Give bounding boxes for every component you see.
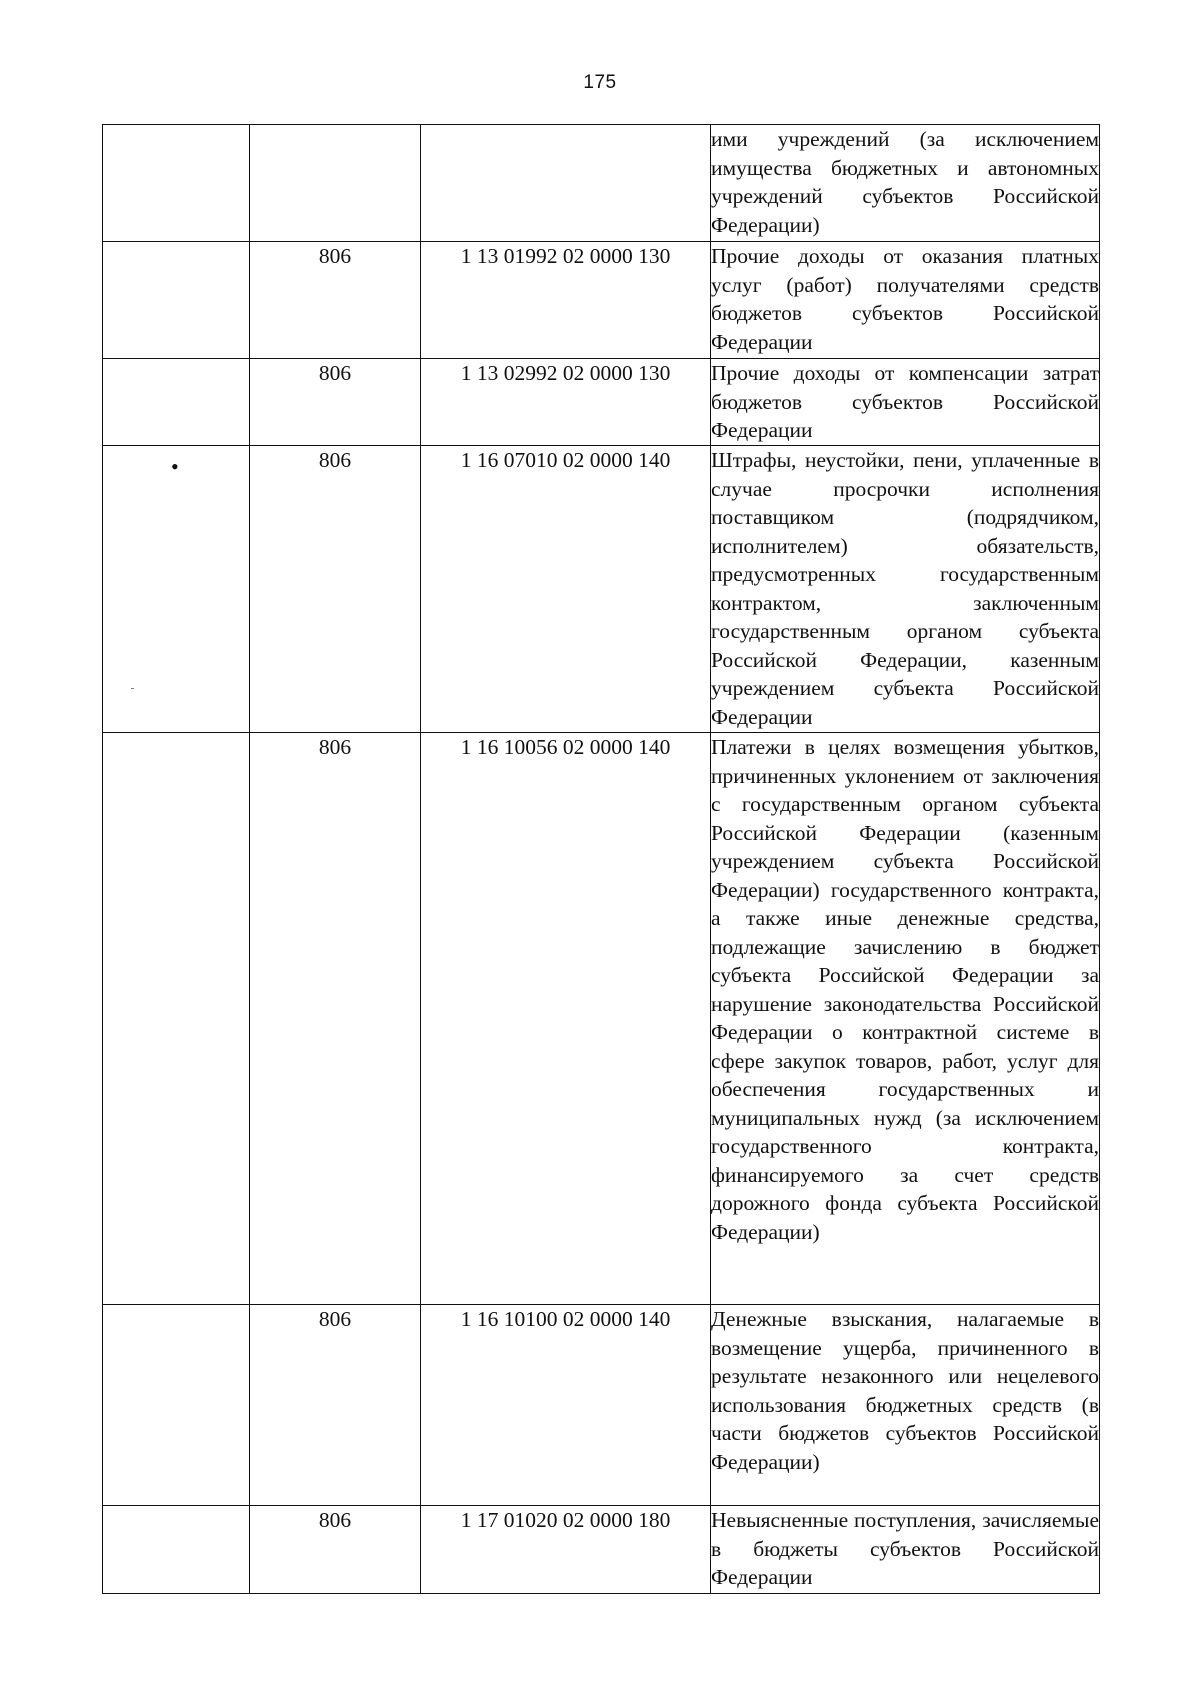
empty-cell [103, 1305, 250, 1506]
budget-code-cell: 1 13 02992 02 0000 130 [421, 359, 711, 446]
scan-speck [131, 688, 134, 689]
admin-code-cell: 806 [250, 242, 421, 359]
table-row [103, 125, 1100, 242]
description-cell: Штрафы, неустойки, пени, уплаченные в случае просрочки исполнения поставщиком (подрядчиком, исполнителем) обязательств, предусмотренных государственным контрактом, заключенным государственным органом субъекта Российской Федерации, казенным учреждением субъекта Российской Федерации [711, 446, 1100, 733]
budget-revenue-table [102, 124, 1100, 1594]
description-cell: Прочие доходы от оказания платных услуг (работ) получателями средств бюджетов субъектов Российской Федерации [711, 242, 1100, 359]
description-cell: Платежи в целях возмещения убытков, причиненных уклонением от заключения с государственным органом субъекта Российской Федерации (казенным учреждением субъекта Российской Федерации) государственного контракта, а также иные денежные средства, подлежащие зачислению в бюджет субъекта Российской Федерации за нарушение законодательства Российской Федерации о контрактной системе в сфере закупок товаров, работ, услуг для обеспечения государственных и муниципальных нужд (за исключением государственного контракта, финансируемого за счет средств дорожного фонда субъекта Российской Федерации) [711, 733, 1100, 1305]
table-row [103, 733, 1100, 1305]
description-cell: Невыясненные поступления, зачисляемые в бюджеты субъектов Российской Федерации [711, 1506, 1100, 1594]
empty-cell [103, 359, 250, 446]
table-row [103, 242, 1100, 359]
empty-cell [103, 242, 250, 359]
description-cell: Прочие доходы от компенсации затрат бюджетов субъектов Российской Федерации [711, 359, 1100, 446]
table-row [103, 1506, 1100, 1594]
description-cell: ими учреждений (за исключением имущества бюджетных и автономных учреждений субъектов Российской Федерации) [711, 125, 1100, 242]
table-row [103, 446, 1100, 733]
budget-code-cell: 1 13 01992 02 0000 130 [421, 242, 711, 359]
page-number: 175 [583, 72, 617, 93]
budget-code-cell: 1 17 01020 02 0000 180 [421, 1506, 711, 1594]
budget-code-cell: 1 16 07010 02 0000 140 [421, 446, 711, 733]
admin-code-cell: 806 [250, 359, 421, 446]
admin-code-cell: 806 [250, 733, 421, 1305]
table-row [103, 359, 1100, 446]
budget-code-cell [421, 125, 711, 242]
budget-code-cell: 1 16 10100 02 0000 140 [421, 1305, 711, 1506]
empty-cell [103, 125, 250, 242]
empty-cell [103, 733, 250, 1305]
dot-mark-icon: • [171, 454, 179, 479]
admin-code-cell [250, 125, 421, 242]
budget-code-cell: 1 16 10056 02 0000 140 [421, 733, 711, 1305]
table-row [103, 1305, 1100, 1506]
description-cell: Денежные взыскания, налагаемые в возмещение ущерба, причиненного в результате незаконного или нецелевого использования бюджетных средств (в части бюджетов субъектов Российской Федерации) [711, 1305, 1100, 1506]
empty-cell [103, 1506, 250, 1594]
admin-code-cell: 806 [250, 1305, 421, 1506]
admin-code-cell: 806 [250, 446, 421, 733]
admin-code-cell: 806 [250, 1506, 421, 1594]
empty-cell [103, 446, 250, 733]
